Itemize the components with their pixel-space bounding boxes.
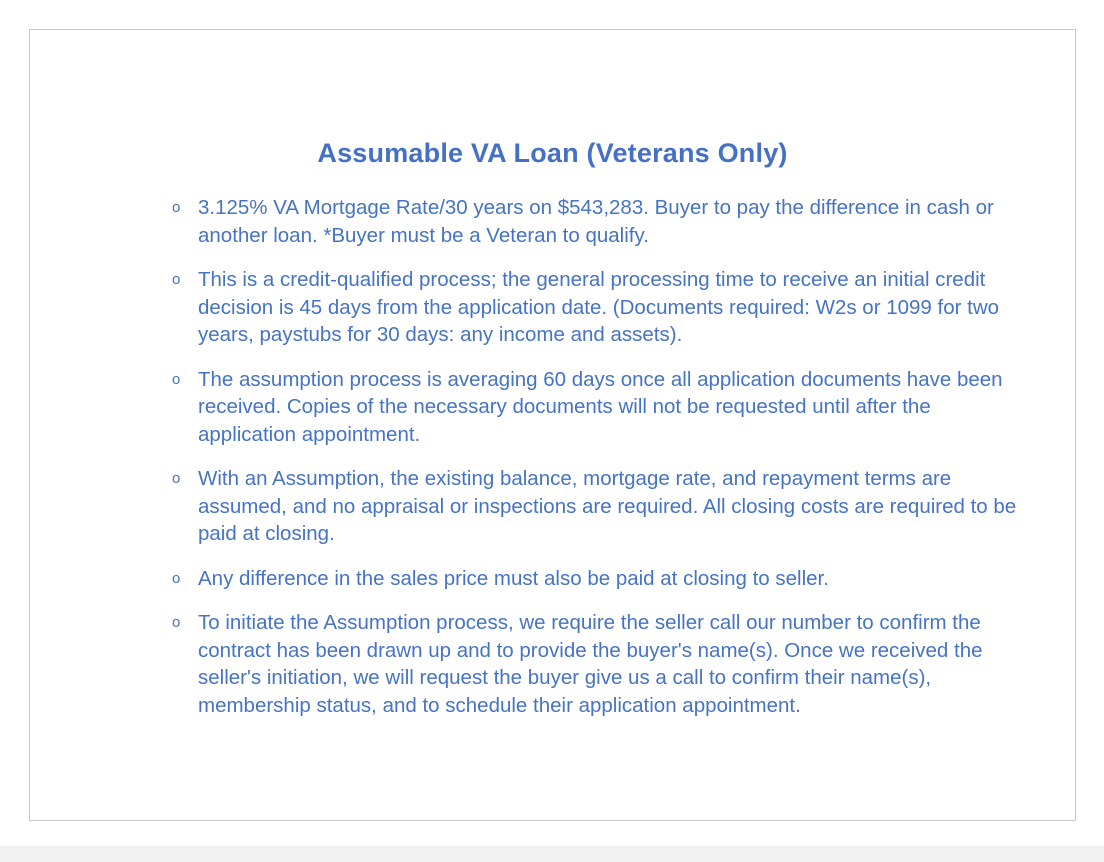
slide-frame xyxy=(29,29,1076,821)
page-title: Assumable VA Loan (Veterans Only) xyxy=(317,138,788,168)
list-item-text: The assumption process is averaging 60 days once all application documents have been received. Copies of the necessary documents will not be requested until after the application appointment. xyxy=(198,367,1003,446)
list-item xyxy=(170,565,1022,593)
bullet-marker-icon: o xyxy=(172,271,181,288)
page-bottom-strip xyxy=(0,846,1104,862)
bullet-marker-icon: o xyxy=(172,470,181,487)
bullet-marker-icon: o xyxy=(172,569,181,587)
bullet-marker-icon: o xyxy=(172,614,181,631)
list-item xyxy=(170,266,1022,349)
list-item xyxy=(170,366,1022,449)
bullet-list xyxy=(170,194,1022,719)
list-item-text: To initiate the Assumption process, we require the seller call our number to confirm the contract has been drawn up and to provide the buyer's name(s). Once we received the seller's initiation, we will request the buyer give us a call to confirm their name(s), membership status, and to schedule their application appointment. xyxy=(198,611,983,717)
list-item-text: This is a credit-qualified process; the general processing time to receive an initial credit decision is 45 days from the application date. (Documents required: W2s or 1099 for two years, paystubs for 30 days: any income and assets). xyxy=(198,268,1000,346)
list-item-text: 3.125% VA Mortgage Rate/30 years on $543,283. Buyer to pay the difference in cash or another loan. *Buyer must be a Veteran to qualify. xyxy=(198,196,994,247)
bullet-marker-icon: o xyxy=(172,199,181,216)
bullet-marker-icon: o xyxy=(172,370,181,388)
list-item-text: Any difference in the sales price must also be paid at closing to seller. xyxy=(198,566,829,590)
list-item xyxy=(170,465,1022,548)
list-item xyxy=(170,194,1022,249)
list-item xyxy=(170,609,1022,719)
list-item-text: With an Assumption, the existing balance, mortgage rate, and repayment terms are assumed, and no appraisal or inspections are required. All closing costs are required to be paid at closing. xyxy=(198,467,1017,545)
